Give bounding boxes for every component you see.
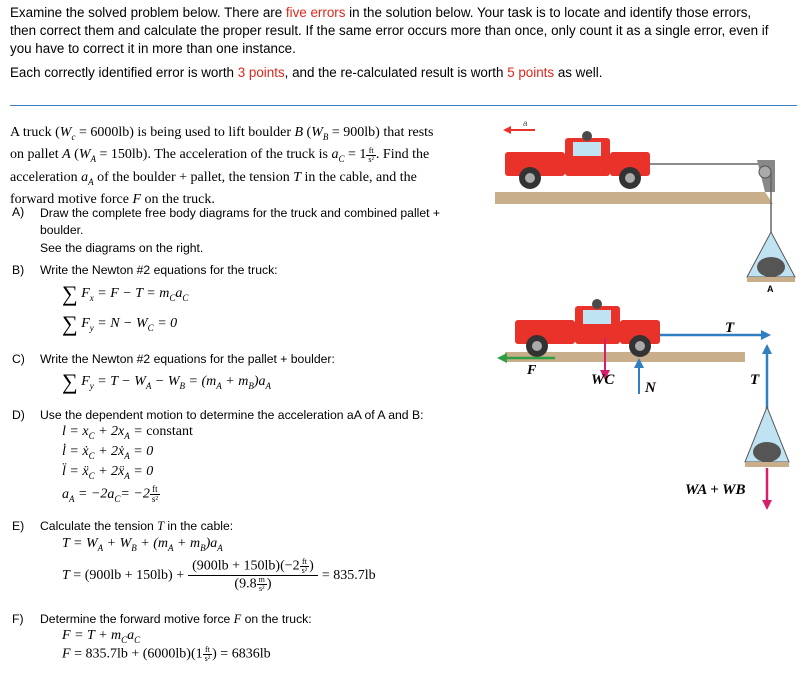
truck-fbd (497, 299, 771, 396)
step-e-eq1: $T = W_A + W_B + (m_A + m_B)a_A$ (62, 536, 223, 553)
accel-label: a (523, 119, 528, 128)
intro-line1b: in the solution below. Your task is to locate and identify those errors, (345, 5, 752, 20)
p-l2c: = 150lb). The acceleration of the truck is (96, 147, 332, 163)
p-l2d: = 1 (344, 147, 367, 163)
problem-statement: A truck $(W_c = 6000lb)$ is being used to lift boulder B $(W_B = 900lb)$ that rests on pallet A $(W_A = 150lb)$. The acceleration of the truck is $a_C = 1$ $\frac{ft}{\text{s²}}$ . Find the acceleration $a_A$ of the boulder + pallet, the tension T in the cable, and the forward motive force F on the truck. (10, 125, 434, 207)
intro-5-points: 5 points (507, 65, 555, 80)
p-l4a: forward motive force (10, 191, 133, 207)
step-e-label: E) (12, 519, 25, 533)
pallet-fbd (685, 344, 789, 510)
weight-c-label: WC (591, 372, 615, 388)
truck-scene (495, 119, 795, 294)
tension-label: T (725, 320, 735, 336)
intro-3-points: 3 points (237, 65, 285, 80)
step-d-eq1: $l = x_C + 2x_A$ = constant (62, 424, 193, 441)
step-b-label: B) (12, 263, 25, 277)
step-d-eq2: l̇ = ẋ$_C$ + 2ẋ$_A$ = 0 (62, 444, 154, 461)
step-c-eq1: ∑ $F_y = T - W_A - W_B = (m_A + m_B)a_A$ (62, 369, 271, 394)
step-d-eq3: l̈ = ẍ$_C$ + 2ẍ$_A$ = 0 (62, 464, 154, 481)
step-c-label: C) (12, 352, 25, 366)
p-l1d: = 900lb) that rests (328, 125, 434, 140)
intro-line4a: Each correctly identified error is worth (10, 65, 238, 80)
step-f-label: F) (12, 612, 24, 626)
p-l3c: in the cable, and the (301, 169, 417, 185)
p-l2b: ( (70, 147, 79, 163)
step-b-eq2: ∑ $F_y = N - W_C = 0$ (62, 311, 178, 336)
step-d-text: Use the dependent motion to determine the acceleration aA of A and B: (40, 408, 424, 422)
boulder (757, 257, 785, 277)
p-l3a: acceleration (10, 169, 82, 185)
p-l2e: . Find the (375, 147, 430, 163)
tension2-label: T (750, 372, 760, 388)
step-d-label: D) (12, 408, 25, 422)
step-a-text3: See the diagrams on the right. (40, 241, 204, 255)
step-f-eq1: $F = T + m_Ca_C$ (62, 628, 141, 645)
step-a-label: A) (12, 205, 25, 219)
p-l4b: on the truck. (141, 191, 215, 207)
step-c-text: Write the Newton #2 equations for the pallet + boulder: (40, 352, 335, 366)
intro-line4b: , and the re-calculated result is worth (284, 65, 508, 80)
p-l1c: ( (303, 125, 312, 140)
pallet-label: A (767, 284, 774, 294)
step-b-eq1: ∑ $F_x = F - T = m_Ca_C$ (62, 281, 189, 306)
p-l1b: = 6000lb) is being used to lift boulder (75, 125, 295, 140)
weight-ab-label: WA + WB (685, 482, 746, 498)
step-b-text: Write the Newton #2 equations for the truck: (40, 263, 278, 277)
truck-icon (505, 131, 650, 189)
step-a-text1: Draw the complete free body diagrams for the truck and combined pallet + (40, 206, 441, 220)
intro-line4c: as well. (554, 65, 603, 80)
step-e-text: Calculate the tension T in the cable: (40, 519, 234, 533)
step-f-eq2: F = 835.7lb + (6000lb)(1 $\frac{ft}{\text{s²}}$ ) = 6836lb (62, 645, 271, 663)
step-d-eq4: $a_A = -2a_C= -2$ $\frac{ft}{\text{s²}}$ (62, 484, 159, 504)
step-f-text: Determine the forward motive force F on the truck: (40, 612, 312, 626)
ledge (495, 192, 773, 204)
free-body-diagrams (495, 112, 800, 532)
step-a-text2: boulder. (40, 223, 84, 237)
p-l2a: on pallet (10, 147, 63, 163)
instructions (10, 4, 800, 82)
pulley-icon (759, 166, 771, 178)
force-f-label: F (527, 363, 537, 378)
step-a-text (40, 205, 480, 257)
intro-line3: you have to correct it in more than one instance. (10, 41, 296, 56)
intro-five-errors: five errors (285, 5, 346, 20)
divider-rule (10, 105, 797, 106)
step-e-eq2: T = (900lb + 150lb) + (900lb + 150lb)(−2 $\frac{ft}{\text{s²}}$ ) (9.8 $\frac{m}{\text{s²}}$ ) = 835.7lb (62, 557, 376, 593)
p-l1a: A truck ( (10, 125, 60, 140)
intro-line2: then correct them and calculate the proper result. If the same error occurs more than once, only count it as a single error, even if (10, 23, 769, 38)
p-l3b: of the boulder + pallet, the tension (93, 169, 294, 185)
intro-line1a: Examine the solved problem below. There are (10, 5, 286, 20)
normal-label: N (645, 380, 656, 396)
